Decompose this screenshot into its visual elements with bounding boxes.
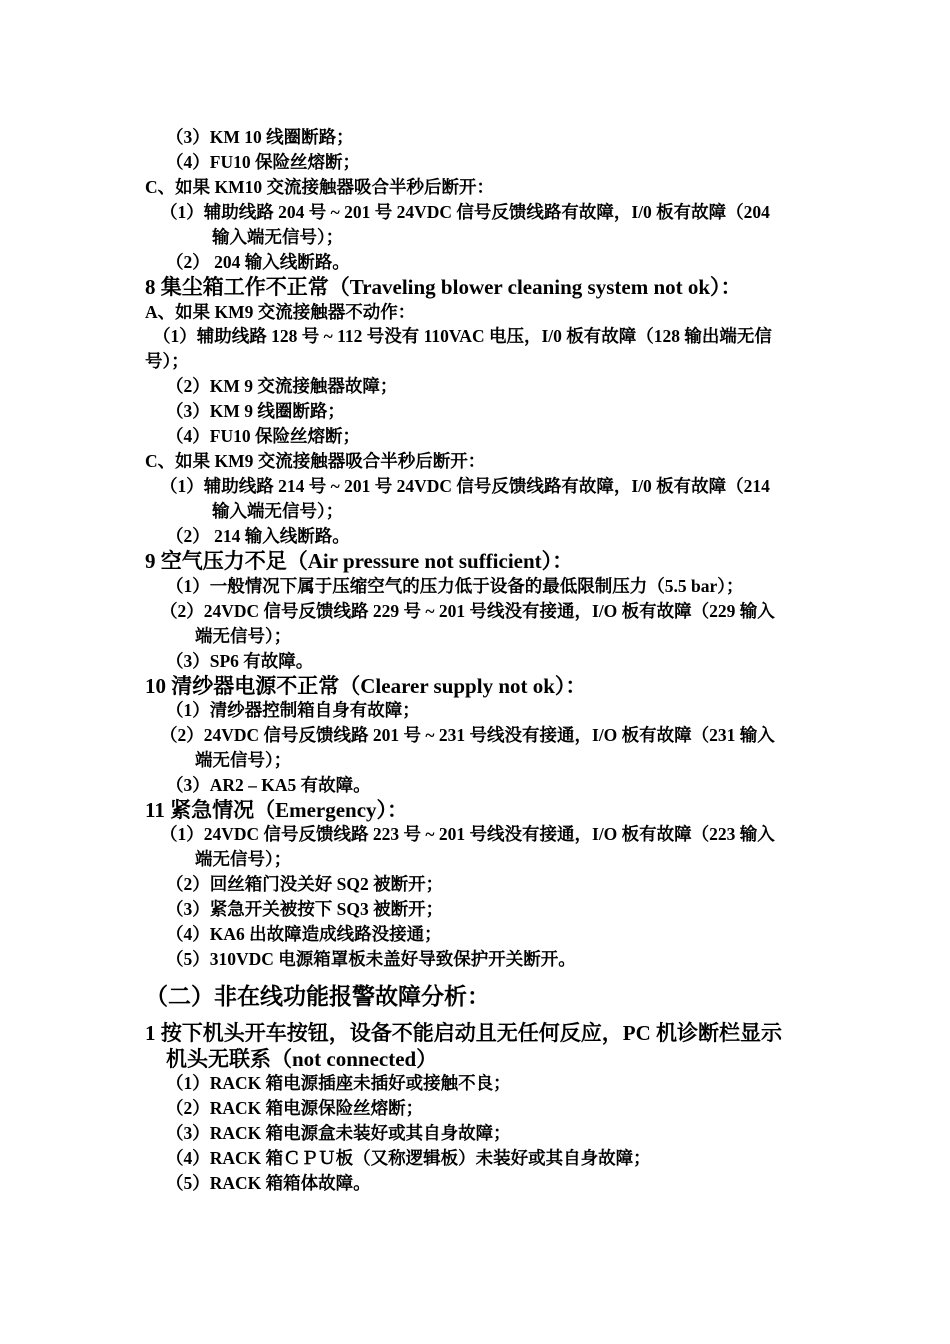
text-line: （3）KM 9 线圈断路； <box>166 401 345 421</box>
text-line: （5）310VDC 电源箱罩板未盖好导致保护开关断开。 <box>166 949 576 969</box>
heading-line: 11 紧急情况（Emergency）： <box>145 798 409 822</box>
text-line: （1）辅助线路 128 号 ~ 112 号没有 110VAC 电压，I/0 板有故障（128 输出端无信 <box>153 326 772 346</box>
text-line: （2）24VDC 信号反馈线路 229 号 ~ 201 号线没有接通，I/O 板有故障（229 输入 <box>160 601 775 621</box>
text-line: （3）SP6 有故障。 <box>166 651 314 671</box>
text-line: A、如果 KM9 交流接触器不动作： <box>145 302 416 322</box>
text-line: 端无信号）； <box>195 626 292 646</box>
text-line: （3）紧急开关被按下 SQ3 被断开； <box>166 899 444 919</box>
text-line: （4）FU10 保险丝熔断； <box>166 426 360 446</box>
text-line: （2）24VDC 信号反馈线路 201 号 ~ 231 号线没有接通，I/O 板有故障（231 输入 <box>160 725 775 745</box>
heading-line: 8 集尘箱工作不正常（Traveling blower cleaning system not ok）： <box>145 275 742 299</box>
text-line: （1）RACK 箱电源插座未插好或接触不良； <box>166 1073 511 1093</box>
text-line: （5）RACK 箱箱体故障。 <box>166 1173 371 1193</box>
text-line: （1）24VDC 信号反馈线路 223 号 ~ 201 号线没有接通，I/O 板有故障（223 输入 <box>160 824 775 844</box>
text-line: （2） 214 输入线断路。 <box>166 526 350 546</box>
text-line: （4）RACK 箱ＣＰＵ板（又称逻辑板）未装好或其自身故障； <box>166 1148 651 1168</box>
text-line: 号）； <box>145 351 189 371</box>
text-line: C、如果 KM10 交流接触器吸合半秒后断开： <box>145 177 495 197</box>
text-line: 端无信号）； <box>195 849 292 869</box>
text-line: （1）辅助线路 214 号 ~ 201 号 24VDC 信号反馈线路有故障，I/0 板有故障（214 <box>160 476 770 496</box>
heading-line: 机头无联系（not connected） <box>166 1047 438 1071</box>
text-line: 输入端无信号）； <box>212 501 344 521</box>
text-line: （2） 204 输入线断路。 <box>166 252 350 272</box>
text-line: （4）KA6 出故障造成线路没接通； <box>166 924 442 944</box>
section-title: （二）非在线功能报警故障分析： <box>145 984 490 1009</box>
text-line: （3）KM 10 线圈断路； <box>166 127 354 147</box>
heading-line: 1 按下机头开车按钮，设备不能启动且无任何反应，PC 机诊断栏显示 <box>145 1021 782 1045</box>
text-line: （1）辅助线路 204 号 ~ 201 号 24VDC 信号反馈线路有故障，I/0 板有故障（204 <box>160 202 770 222</box>
text-line: （2）RACK 箱电源保险丝熔断； <box>166 1098 424 1118</box>
text-line: 输入端无信号）； <box>212 227 344 247</box>
text-line: 端无信号）； <box>195 750 292 770</box>
text-line: （1）一般情况下属于压缩空气的压力低于设备的最低限制压力（5.5 bar）； <box>166 576 744 596</box>
heading-line: 9 空气压力不足（Air pressure not sufficient）： <box>145 549 574 573</box>
text-line: （2）KM 9 交流接触器故障； <box>166 376 398 396</box>
heading-line: 10 清纱器电源不正常（Clearer supply not ok）： <box>145 674 587 698</box>
text-line: （3）RACK 箱电源盒未装好或其自身故障； <box>166 1123 511 1143</box>
text-line: （4）FU10 保险丝熔断； <box>166 152 360 172</box>
text-line: （2）回丝箱门没关好 SQ2 被断开； <box>166 874 444 894</box>
text-line: C、如果 KM9 交流接触器吸合半秒后断开： <box>145 451 486 471</box>
text-line: （1）清纱器控制箱自身有故障； <box>166 700 420 720</box>
text-line: （3）AR2 – KA5 有故障。 <box>166 775 371 795</box>
